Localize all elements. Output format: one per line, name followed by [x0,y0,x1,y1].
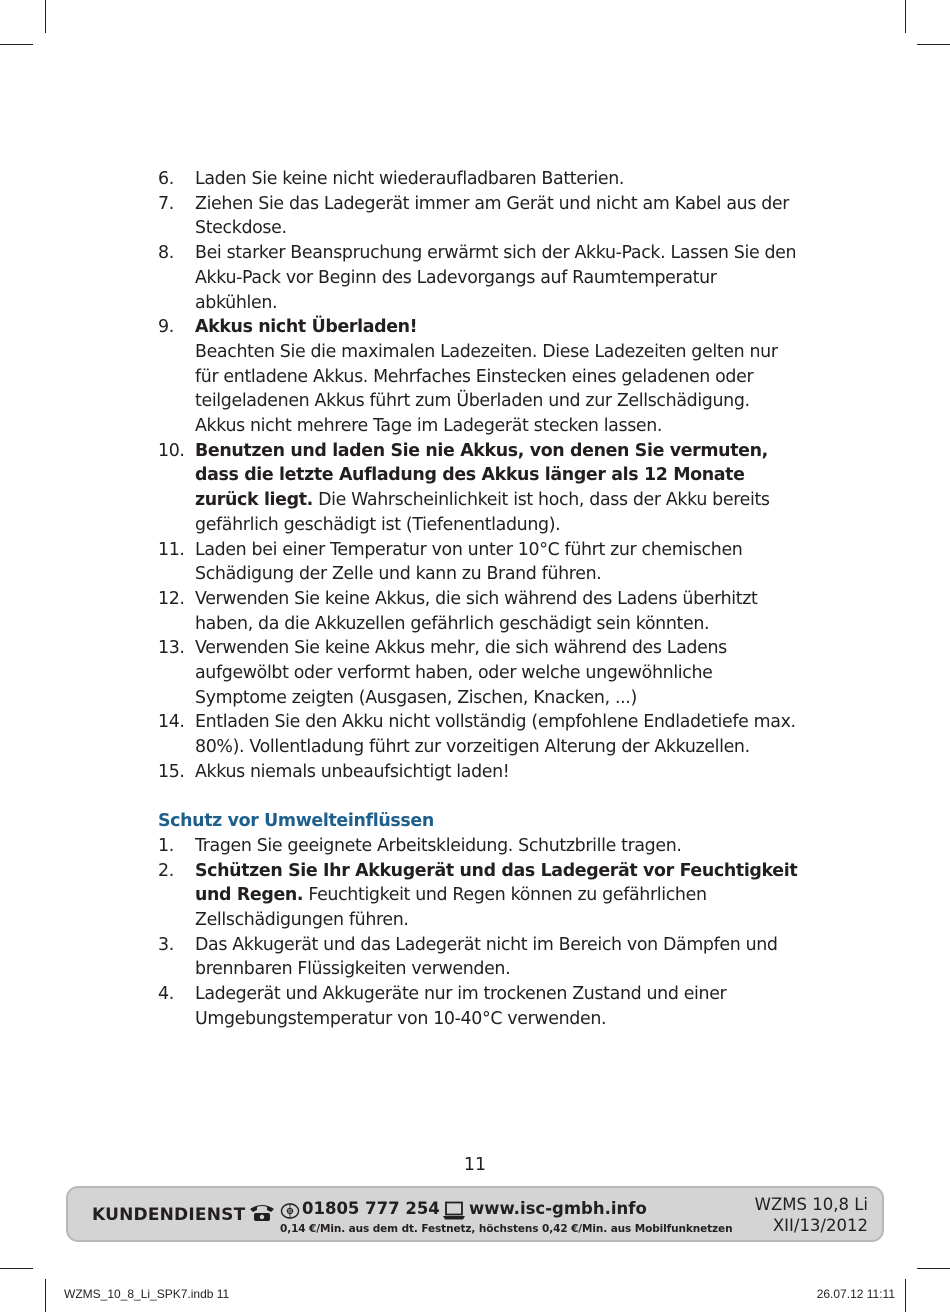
item-body: Feuchtigkeit und Regen können zu gefährlichen Zellschädigungen führen. [195,885,707,931]
list-item [158,587,798,636]
list-item [158,192,798,241]
item-text [195,167,798,192]
item-emphasis: Benutzen und laden Sie nie Akkus, von denen Sie vermuten, dass die letzte Aufladung des Akkus länger als 12 Monate zurück liegt. [195,440,768,511]
website-link[interactable]: www.isc-gmbh.info [469,1199,647,1218]
service-banner [66,1186,884,1242]
list-item [158,241,798,315]
item-body: Verwenden Sie keine Akkus, die sich während des Ladens überhitzt haben, da die Akkuzellen gefährlich geschädigt sein könnten. [195,588,758,634]
item-text [195,587,798,636]
item-number: 13. [158,638,185,659]
model-name: WZMS 10,8 Li [754,1195,868,1214]
crop-mark [0,44,33,45]
item-body: Bei starker Beanspruchung erwärmt sich der Akku-Pack. Lassen Sie den Akku-Pack vor Beginn des Ladevorgangs auf Raumtemperatur abkühlen. [195,243,797,313]
item-text [195,538,798,587]
item-emphasis: Akkus nicht Überladen! [195,317,418,338]
item-number: 10. [158,440,185,461]
item-text [195,834,798,859]
crop-mark [917,1268,950,1269]
item-text [195,710,798,759]
crop-mark [905,0,906,33]
item-emphasis: Schützen Sie Ihr Akkugerät und das Ladegerät vor Feuchtigkeit und Regen. [195,860,798,906]
item-text [195,192,798,241]
service-label: KUNDENDIENST [92,1205,246,1225]
item-body: Ziehen Sie das Ladegerät immer am Gerät und nicht am Kabel aus der Steckdose. [195,193,790,239]
laptop-icon [442,1201,466,1225]
crop-mark [905,1279,906,1312]
phone-number: 01805 777 254 [302,1199,440,1218]
list-item [158,982,798,1031]
list-item [158,167,798,192]
item-number: 12. [158,588,185,609]
item-number: 15. [158,761,185,782]
item-text [195,241,798,315]
item-body: Laden Sie keine nicht wiederaufladbaren Batterien. [195,169,625,189]
crop-mark [45,0,46,33]
list-item [158,710,798,759]
model-info [755,1194,868,1236]
item-text [195,933,798,982]
item-body: Ladegerät und Akkugeräte nur im trockenen Zustand und einer Umgebungstemperatur von 10-40°C verwenden. [195,984,727,1029]
item-body: Entladen Sie den Akku nicht vollständig (empfohlene Endladetiefe max. 80%). Vollentladung führt zur vorzeitigen Alterung der Akkuzellen. [195,712,796,758]
list-item [158,538,798,587]
item-number: 9. [158,317,174,338]
list-item [158,859,798,933]
item-body: Das Akkugerät und das Ladegerät nicht im Bereich von Dämpfen und brennbaren Flüssigkeiten verwenden. [195,934,778,980]
item-body: Akkus niemals unbeaufsichtigt laden! [195,761,510,782]
item-number: 1. [158,835,174,856]
crop-mark [0,1268,33,1269]
item-number: 6. [158,169,174,189]
item-number: 8. [158,243,174,264]
item-body: Verwenden Sie keine Akkus mehr, die sich während des Ladens aufgewölbt oder verformt haben, oder welche ungewöhnliche Symptome zeigten (Ausgasen, Zischen, Knacken, ...) [195,638,727,708]
item-number: 2. [158,860,174,881]
item-text [195,636,798,710]
item-text [195,760,798,785]
item-text [195,982,798,1031]
item-number: 14. [158,712,185,733]
list-item [158,760,798,785]
item-number: 11. [158,539,185,560]
slug-file: WZMS_10_8_Li_SPK7.indb 11 [64,1287,230,1301]
item-body: Laden bei einer Temperatur von unter 10°C führt zur chemischen Schädigung der Zelle und kann zu Brand führen. [195,539,743,585]
crop-mark [917,44,950,45]
item-body: Beachten Sie die maximalen Ladezeiten. Diese Ladezeiten gelten nur für entladene Akkus. Mehrfaches Einstecken eines geladenen oder teilgeladenen Akkus führt zum Überladen und zur Zellschädigung. Akkus nicht mehrere Tage im Ladegerät stecken lassen. [195,341,778,437]
list-item [158,636,798,710]
item-body: Tragen Sie geeignete Arbeitskleidung. Schutzbrille tragen. [195,835,682,856]
section-heading: Schutz vor Umwelteinflüssen [158,811,434,832]
safety-list [158,167,798,785]
item-text [195,859,798,933]
page-number: 11 [463,1155,487,1175]
item-number: 7. [158,193,174,214]
item-text [195,439,798,538]
list-item [158,933,798,982]
item-body: Die Wahrscheinlichkeit ist hoch, dass der Akku bereits gefährlich geschädigt ist (Tiefenentladung). [195,490,770,535]
crop-mark [45,1279,46,1312]
list-item [158,834,798,859]
rates-note: 0,14 €/Min. aus dem dt. Festnetz, höchstens 0,42 €/Min. aus Mobilfunknetzen [280,1223,733,1235]
list-item [158,315,798,439]
item-number: 3. [158,934,174,955]
item-text [195,315,798,439]
environment-list [158,834,798,1032]
page-content [158,167,798,1032]
phone-icon [248,1201,276,1227]
item-number: 4. [158,984,174,1005]
hotline-icon [280,1202,300,1224]
model-code: XII/13/2012 [772,1216,868,1235]
list-item [158,439,798,538]
slug-datetime: 26.07.12 11:11 [816,1287,895,1301]
